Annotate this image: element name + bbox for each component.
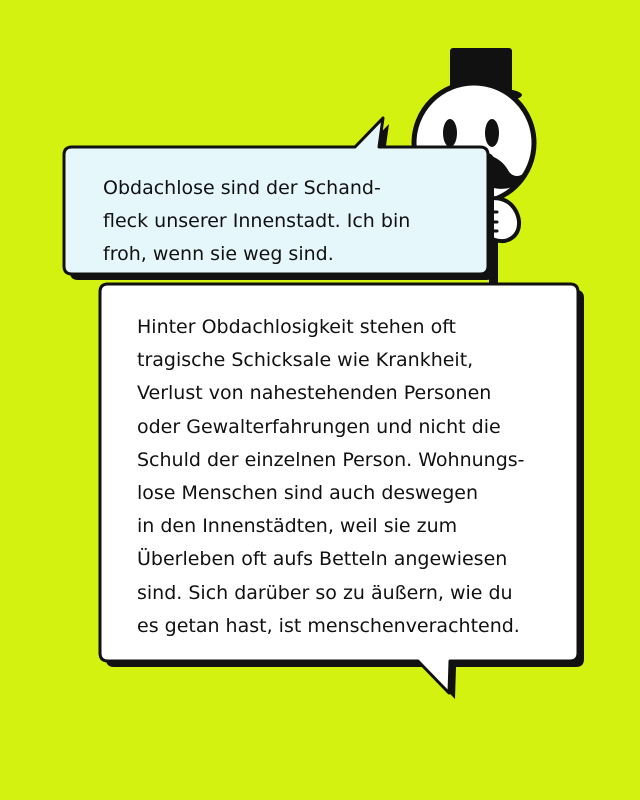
statement-text: Obdachlose sind der Schand- fleck unserer Innenstadt. Ich bin froh, wenn sie weg sind. — [103, 177, 411, 266]
reply-text: Hinter Obdachlosigkeit stehen oft tragische Schicksale wie Krankheit, Verlust von nahestehenden Personen oder Gewalterfahrungen und nicht die Schuld der einzelnen Person. Wohnungs- lose Menschen sind auch deswegen in den Innenstädten, weil sie zum Überleben oft aufs Betteln angewiesen sind. Sich darüber so zu äußern, wie du es getan hast, ist menschenverachtend. — [137, 316, 525, 637]
